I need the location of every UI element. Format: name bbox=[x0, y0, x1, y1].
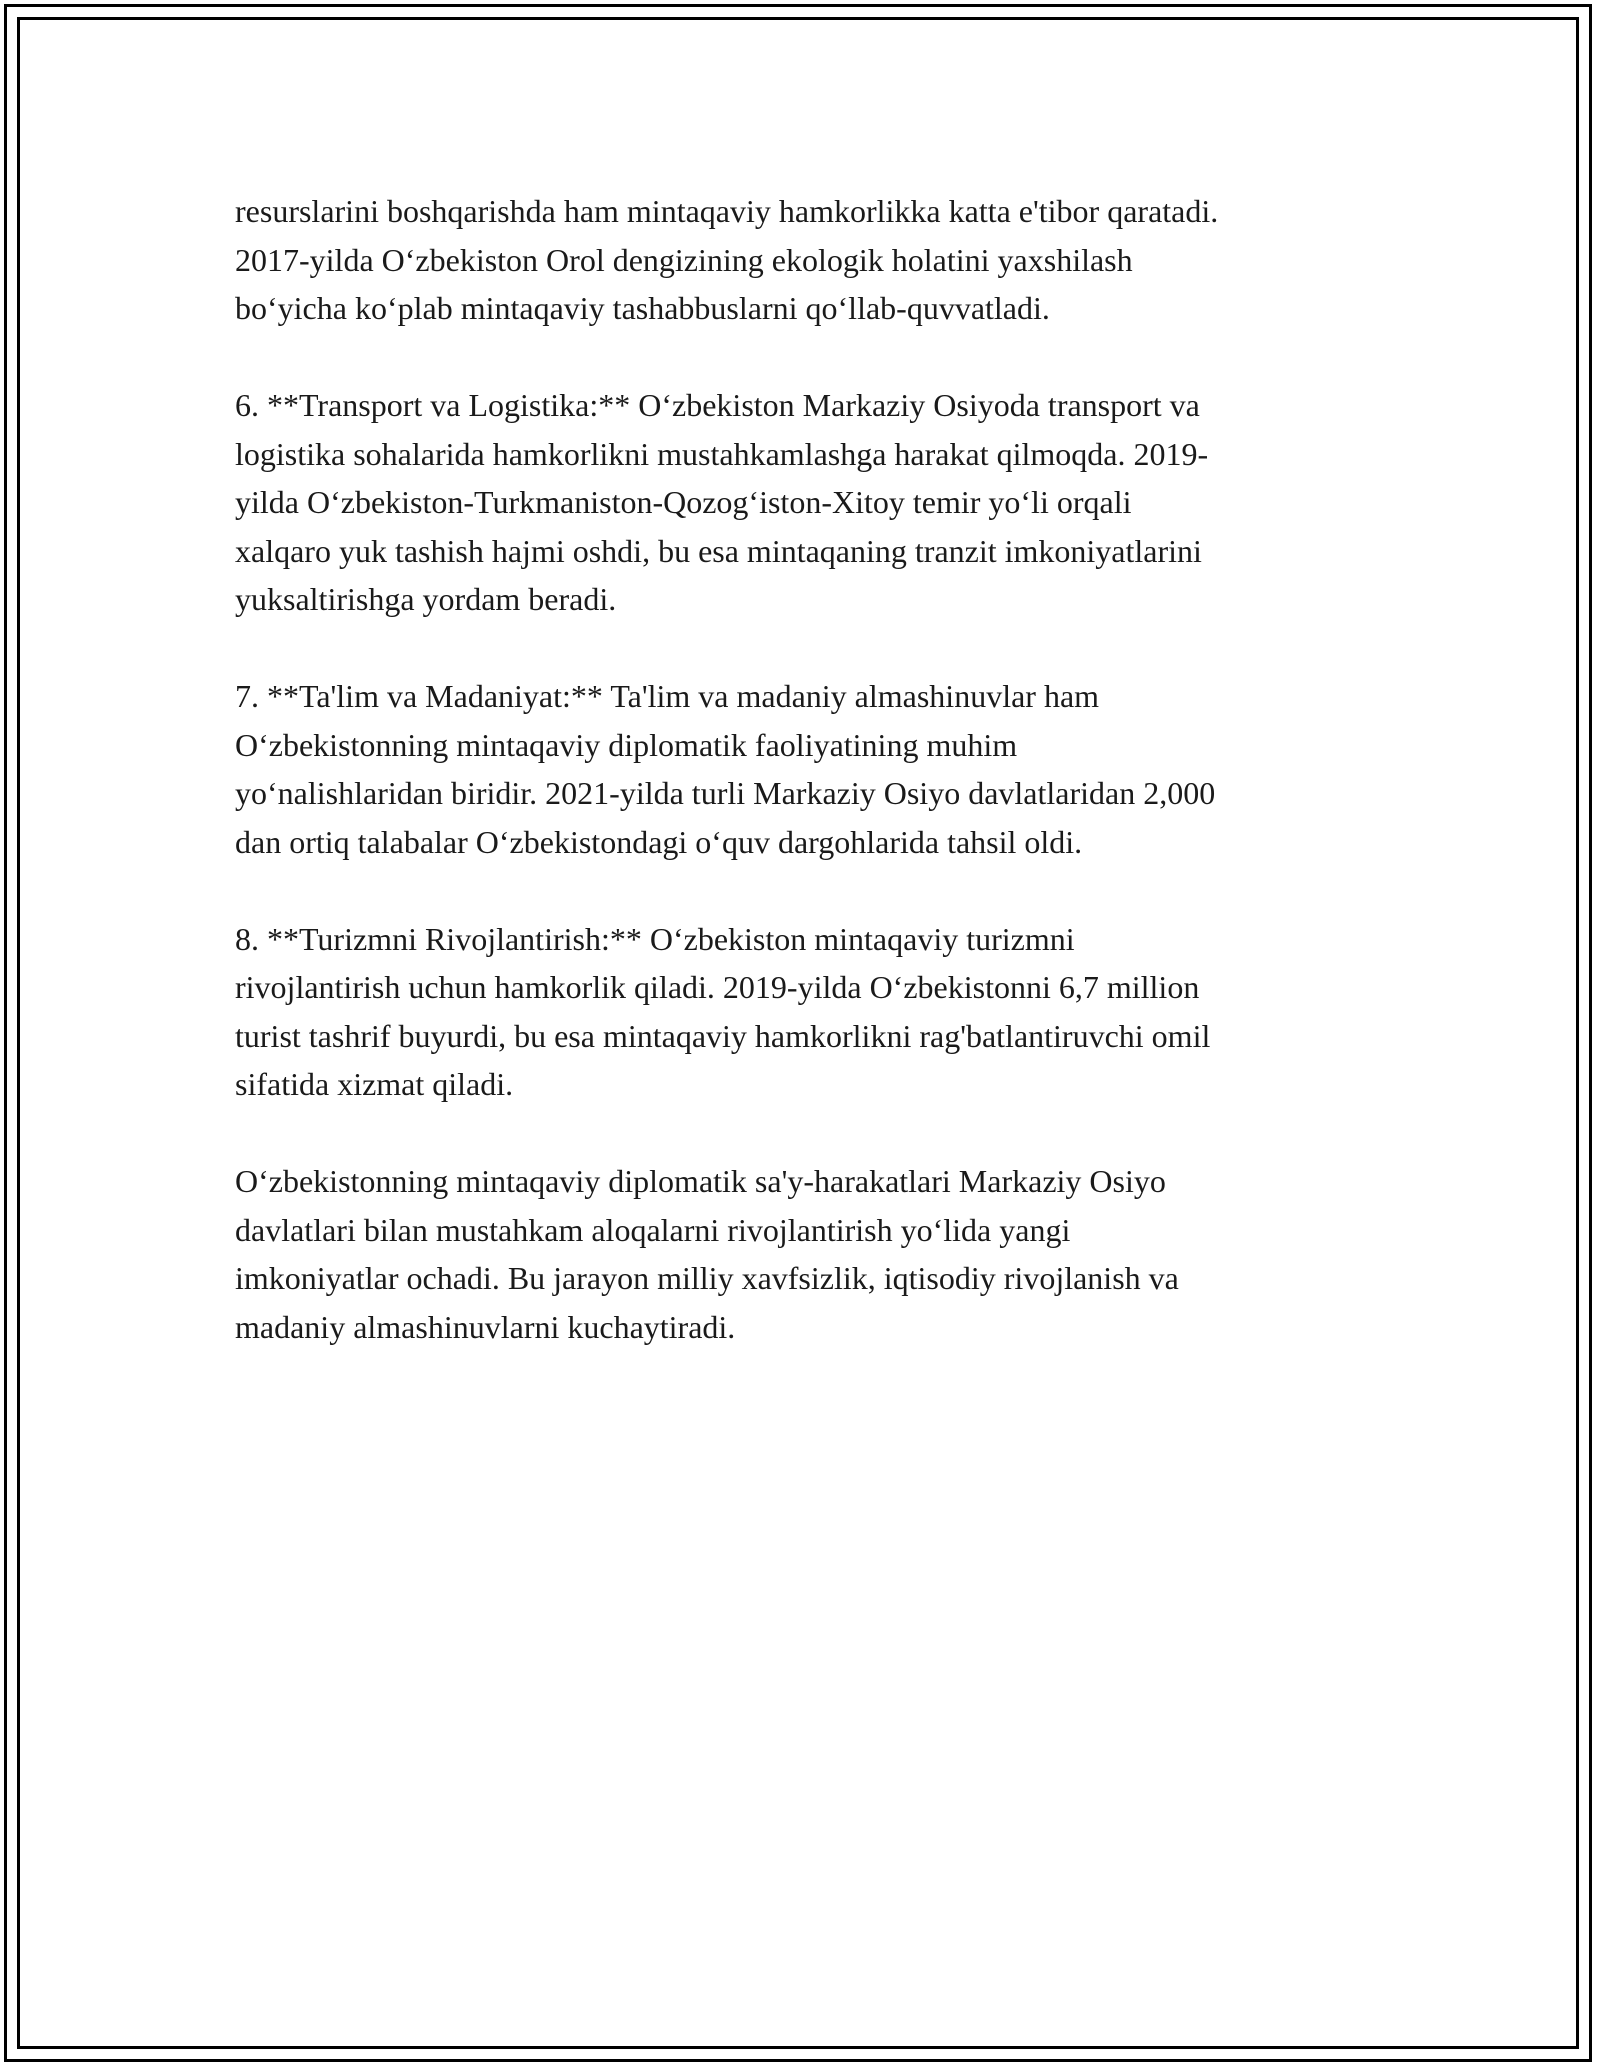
text-line: 2017-yilda O‘zbekiston Orol dengizining ekologik holatini yaxshilash bbox=[235, 241, 1133, 278]
text-line: yo‘nalishlaridan biridir. 2021-yilda turli Markaziy Osiyo davlatlaridan 2,000 bbox=[235, 775, 1216, 811]
paragraph-conclusion bbox=[235, 1157, 1385, 1351]
paragraph-tourism bbox=[235, 915, 1385, 1109]
document-body bbox=[235, 187, 1385, 1400]
text-line: turist tashrif buyurdi, bu esa mintaqaviy hamkorlikni rag'batlantiruvchi omil bbox=[235, 1017, 1211, 1054]
text-line: bo‘yicha ko‘plab mintaqaviy tashabbuslarni qo‘llab-quvvatladi. bbox=[235, 290, 1050, 326]
text-line: xalqaro yuk tashish hajmi oshdi, bu esa mintaqaning tranzit imkoniyatlarini bbox=[235, 532, 1202, 569]
paragraph-transport-logistics bbox=[235, 381, 1385, 624]
text-line: O‘zbekistonning mintaqaviy diplomatik sa'y-harakatlari Markaziy Osiyo bbox=[235, 1163, 1166, 1199]
text-line: dan ortiq talabalar O‘zbekistondagi o‘quv dargohlarida tahsil oldi. bbox=[235, 823, 1083, 860]
text-line: rivojlantirish uchun hamkorlik qiladi. 2019-yilda O‘zbekistonni 6,7 million bbox=[235, 969, 1200, 1005]
text-line: logistika sohalarida hamkorlikni mustahkamlashga harakat qilmoqda. 2019- bbox=[235, 435, 1209, 472]
text-line: yuksaltirishga yordam beradi. bbox=[235, 581, 617, 617]
text-line: imkoniyatlar ochadi. Bu jarayon milliy xavfsizlik, iqtisodiy rivojlanish va bbox=[235, 1260, 1179, 1296]
paragraph-water-resources bbox=[235, 187, 1385, 333]
text-line: resurslarini boshqarishda ham mintaqaviy hamkorlikka katta e'tibor qaratadi. bbox=[235, 193, 1219, 229]
text-line: O‘zbekistonning mintaqaviy diplomatik faoliyatining muhim bbox=[235, 726, 1018, 763]
paragraph-education-culture bbox=[235, 672, 1385, 866]
text-line: 7. **Ta'lim va Madaniyat:** Ta'lim va madaniy almashinuvlar ham bbox=[235, 678, 1100, 714]
text-line: sifatida xizmat qiladi. bbox=[235, 1066, 514, 1102]
text-line: 8. **Turizmni Rivojlantirish:** O‘zbekiston mintaqaviy turizmni bbox=[235, 920, 1075, 957]
text-line: yilda O‘zbekiston-Turkmaniston-Qozog‘iston-Xitoy temir yo‘li orqali bbox=[235, 484, 1132, 520]
text-line: madaniy almashinuvlarni kuchaytiradi. bbox=[235, 1308, 736, 1345]
text-line: 6. **Transport va Logistika:** O‘zbekiston Markaziy Osiyoda transport va bbox=[235, 387, 1200, 423]
text-line: davlatlari bilan mustahkam aloqalarni rivojlantirish yo‘lida yangi bbox=[235, 1211, 1071, 1248]
